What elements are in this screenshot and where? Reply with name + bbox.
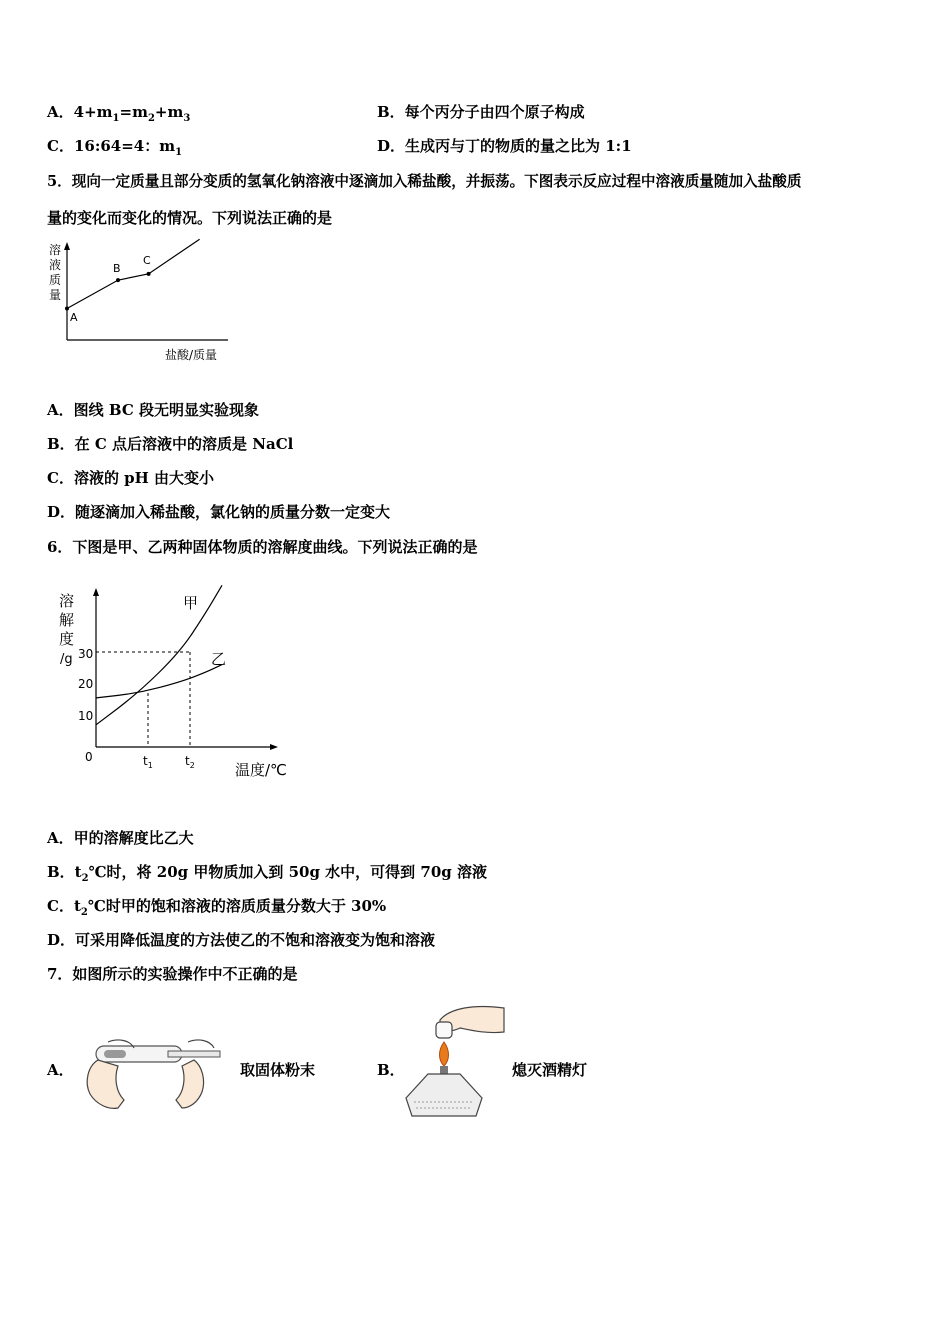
q5-option-a[interactable]: A．图线 BC 段无明显实验现象 bbox=[47, 401, 259, 419]
q6-option-d[interactable]: D．可采用降低温度的方法使乙的不饱和溶液变为饱和溶液 bbox=[47, 931, 436, 949]
q5-stem-line1: 5．现向一定质量且部分变质的氢氧化钠溶液中逐滴加入稀盐酸，并振荡。下图表示反应过程中溶液质量随加入盐酸质 bbox=[47, 173, 802, 190]
q4-option-a[interactable]: A．$4+m_1=m_2+m_3$ bbox=[47, 103, 191, 124]
q6-xtick-t1: $t_1$ bbox=[143, 754, 153, 770]
q6-ylabel-char-1: 溶 bbox=[59, 592, 75, 610]
q6-ytick-30: 30 bbox=[78, 647, 94, 661]
q6-y-axis-arrow bbox=[93, 588, 99, 596]
q6-solubility-chart bbox=[40, 582, 300, 782]
lamp-body-icon bbox=[406, 1074, 482, 1116]
q5-label-a: A bbox=[70, 311, 78, 324]
q7-option-b-label[interactable]: B． bbox=[377, 1061, 405, 1079]
q6-xtick-t2: $t_2$ bbox=[185, 754, 195, 770]
q6-ytick-0: 0 bbox=[85, 750, 93, 764]
q5-ylabel-char-4: 量 bbox=[49, 288, 62, 302]
q6-xlabel: 温度/℃ bbox=[235, 761, 287, 779]
q4-option-b[interactable]: B．每个丙分子由四个原子构成 bbox=[377, 103, 585, 121]
q6-series-yi-curve bbox=[96, 665, 222, 698]
flame-icon bbox=[440, 1042, 449, 1066]
q5-ylabel-char-3: 质 bbox=[49, 273, 62, 287]
q6-ytick-20: 20 bbox=[78, 677, 94, 691]
q5-point-c bbox=[147, 272, 151, 276]
q5-label-b: B bbox=[113, 262, 121, 275]
q5-option-b[interactable]: B．在 C 点后溶液中的溶质是 NaCl bbox=[47, 435, 294, 453]
lamp-cap-icon bbox=[436, 1022, 452, 1038]
q5-stem-line2: 量的变化而变化的情况。下列说法正确的是 bbox=[47, 209, 333, 227]
q5-ylabel-char-1: 溶 bbox=[49, 243, 62, 257]
spatula-icon bbox=[168, 1051, 220, 1057]
q5-y-axis-arrow bbox=[64, 242, 70, 250]
q5-label-c: C bbox=[143, 254, 151, 267]
left-hand-icon bbox=[87, 1060, 124, 1108]
q6-stem: 6．下图是甲、乙两种固体物质的溶解度曲线。下列说法正确的是 bbox=[47, 538, 478, 556]
q6-ylabel-char-2: 解 bbox=[59, 611, 75, 629]
q6-option-b[interactable]: B．$t_2℃$时，将 20g 甲物质加入到 50g 水中，可得到 70g 溶液 bbox=[47, 863, 487, 884]
wick-holder-icon bbox=[440, 1066, 448, 1074]
q7-option-a-caption: 取固体粉末 bbox=[240, 1061, 316, 1079]
q7-option-a-label[interactable]: A． bbox=[47, 1061, 74, 1079]
q6-x-axis-arrow bbox=[270, 744, 278, 750]
q6-series-label-jia: 甲 bbox=[183, 594, 199, 612]
q5-point-b bbox=[116, 278, 120, 282]
alcohol-lamp-illustration bbox=[404, 998, 509, 1120]
q6-ytick-10: 10 bbox=[78, 709, 94, 723]
powder-icon bbox=[104, 1050, 126, 1058]
q5-point-a bbox=[65, 307, 69, 311]
q7-stem: 7．如图所示的实验操作中不正确的是 bbox=[47, 965, 298, 983]
q5-solution-mass-chart bbox=[40, 238, 240, 368]
q6-option-c[interactable]: C．$t_2℃$时甲的饱和溶液的溶质质量分数大于 30% bbox=[47, 897, 387, 918]
q5-option-c[interactable]: C．溶液的 pH 由大变小 bbox=[47, 469, 215, 487]
q6-option-a[interactable]: A．甲的溶解度比乙大 bbox=[47, 829, 194, 847]
q6-series-label-yi: 乙 bbox=[211, 650, 227, 668]
q5-option-d[interactable]: D．随逐滴加入稀盐酸，氯化钠的质量分数一定变大 bbox=[47, 503, 391, 521]
right-hand-icon bbox=[176, 1060, 204, 1108]
q5-mass-series-line bbox=[67, 239, 200, 308]
q5-xlabel: 盐酸/质量 bbox=[165, 348, 218, 362]
q6-ylabel-char-4: /g bbox=[60, 652, 73, 667]
q4-option-c[interactable]: C．16:64=4：$m_1$ bbox=[47, 137, 183, 158]
q6-ylabel-char-3: 度 bbox=[59, 630, 75, 648]
test-tube-powder-illustration bbox=[78, 1030, 230, 1112]
q4-option-d[interactable]: D．生成丙与丁的物质的量之比为 1:1 bbox=[377, 137, 632, 155]
q6-series-jia-curve bbox=[96, 585, 222, 724]
q5-ylabel-char-2: 液 bbox=[49, 258, 62, 272]
q7-option-b-caption: 熄灭酒精灯 bbox=[512, 1061, 588, 1079]
